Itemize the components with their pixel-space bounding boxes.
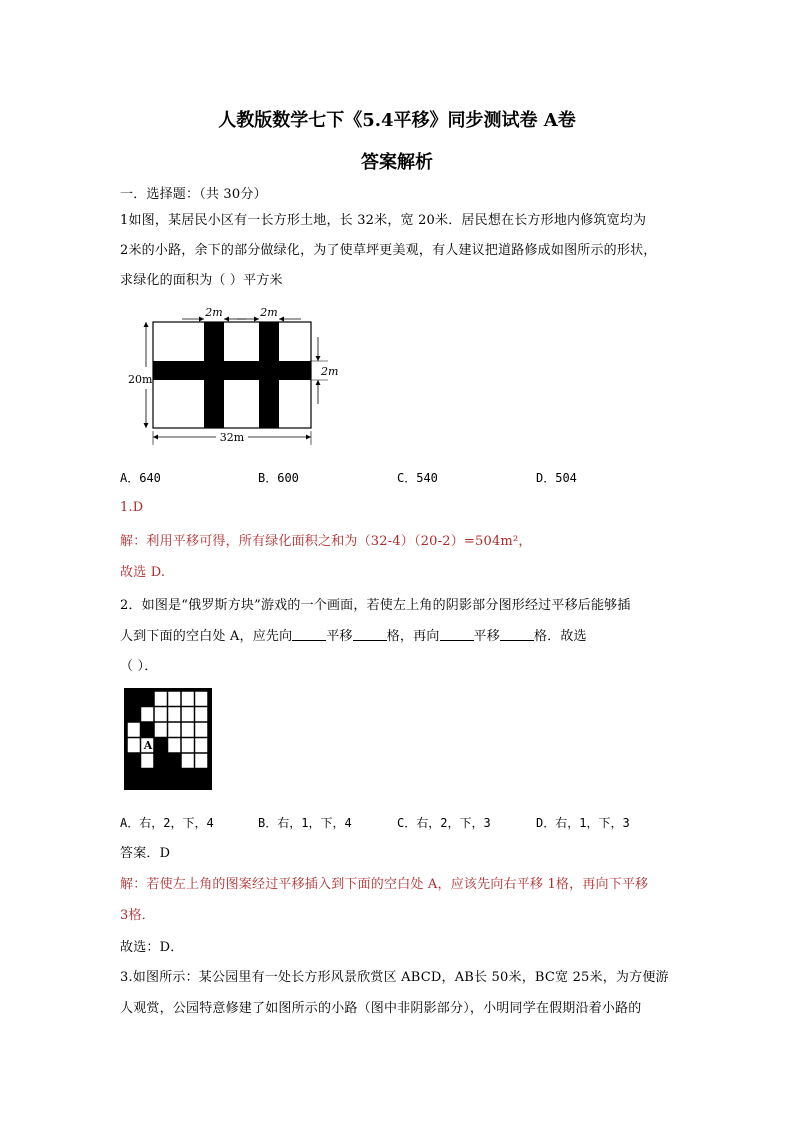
grid-cell-empty bbox=[168, 692, 180, 706]
road-width-label-2: 2m bbox=[260, 306, 278, 319]
q3-text-line-2: 人观赏，公园特意修建了如图所示的小路（图中非阴影部分），小明同学在假期沿着小路的 bbox=[120, 1001, 642, 1016]
section-heading: 一．选择题：（共 30分） bbox=[120, 187, 267, 202]
q1-text-line-1: 1如图，某居民小区有一长方形土地，长 32米，宽 20米．居民想在长方形地内修筑宽均为 bbox=[120, 213, 647, 228]
q1-option-c: C．540 bbox=[397, 471, 438, 485]
document-subtitle: 答案解析 bbox=[361, 152, 433, 173]
grid-cell-empty bbox=[168, 738, 180, 752]
grid-cell-empty bbox=[155, 707, 167, 721]
q1-option-b: B．600 bbox=[258, 471, 299, 485]
q1-option-a: A．640 bbox=[120, 471, 161, 485]
horizontal-road bbox=[153, 361, 311, 380]
grid-cell-empty bbox=[195, 723, 207, 737]
grid-cell-empty bbox=[128, 723, 140, 737]
q1-solution: 解：利用平移可得，所有绿化面积之和为（32-4）（20-2）=504m²， bbox=[120, 534, 532, 549]
grid-cell-empty bbox=[155, 692, 167, 706]
q2-answer: 答案．D bbox=[120, 846, 171, 861]
grid-cell-empty bbox=[195, 707, 207, 721]
q2-conclusion: 故选：D． bbox=[120, 940, 184, 955]
grid-cell-empty bbox=[182, 707, 194, 721]
q2-option-b: B．右，1，下，4 bbox=[258, 816, 352, 830]
q1-road-figure bbox=[118, 305, 338, 450]
q1-text-line-2: 2米的小路，余下的部分做绿化，为了使草坪更美观，有人建议把道路修成如图所示的形状， bbox=[120, 243, 657, 258]
q2-solution-line-2: 3格． bbox=[120, 908, 155, 923]
grid-cell-empty bbox=[141, 707, 153, 721]
grid-cell-empty bbox=[182, 738, 194, 752]
fill-blank bbox=[292, 628, 326, 641]
fill-blank bbox=[440, 628, 474, 641]
tetris-grid-figure bbox=[124, 688, 212, 790]
q2-text-line-2: 人到下面的空白处 A，应先向 平移 格，再向 平移 格．故选 bbox=[120, 629, 587, 644]
grid-cell-empty bbox=[195, 754, 207, 768]
target-cell-label: A bbox=[143, 739, 153, 752]
q3-text-line-1: 3.如图所示：某公园里有一处长方形风景欣赏区 ABCD，AB长 50米，BC宽 25米，为方便游 bbox=[120, 970, 669, 985]
vertical-road-1 bbox=[204, 322, 224, 428]
grid-cell-empty bbox=[195, 692, 207, 706]
grid-cell-empty bbox=[155, 723, 167, 737]
q2-option-a: A．右，2，下，4 bbox=[120, 816, 214, 830]
q2-option-d: D．右，1，下，3 bbox=[536, 816, 630, 830]
q2-text-line-1: 2．如图是“俄罗斯方块”游戏的一个画面，若使左上角的阴影部分图形经过平移后能够插 bbox=[120, 598, 631, 613]
grid-cell-empty bbox=[182, 754, 194, 768]
grid-cell-empty bbox=[195, 738, 207, 752]
grid-cell-empty bbox=[128, 738, 140, 752]
q1-option-d: D．504 bbox=[536, 471, 577, 485]
q1-answer: 1.D bbox=[120, 500, 144, 515]
fill-blank bbox=[500, 628, 534, 641]
road-width-label-1: 2m bbox=[205, 306, 223, 319]
road-width-label-3: 2m bbox=[321, 365, 338, 378]
grid-cell-empty bbox=[182, 723, 194, 737]
grid-cell-empty bbox=[141, 754, 153, 768]
q1-conclusion: 故选 D. bbox=[120, 565, 166, 580]
width-label: 32m bbox=[219, 431, 245, 444]
q1-text-line-3: 求绿化的面积为（ ）平方米 bbox=[120, 273, 283, 288]
q2-text-line-3: （ ）． bbox=[120, 659, 158, 674]
grid-cell-empty bbox=[168, 723, 180, 737]
fill-blank bbox=[353, 628, 387, 641]
height-label: 20m bbox=[128, 373, 153, 386]
grid-cell-empty bbox=[182, 692, 194, 706]
document-title: 人教版数学七下《5.4平移》同步测试卷 A卷 bbox=[218, 110, 576, 131]
q2-option-c: C．右，2，下，3 bbox=[397, 816, 491, 830]
q2-solution-line-1: 解：若使左上角的图案经过平移插入到下面的空白处 A，应该先向右平移 1格，再向下平移 bbox=[120, 877, 649, 892]
grid-cell-empty bbox=[168, 707, 180, 721]
vertical-road-2 bbox=[259, 322, 279, 428]
